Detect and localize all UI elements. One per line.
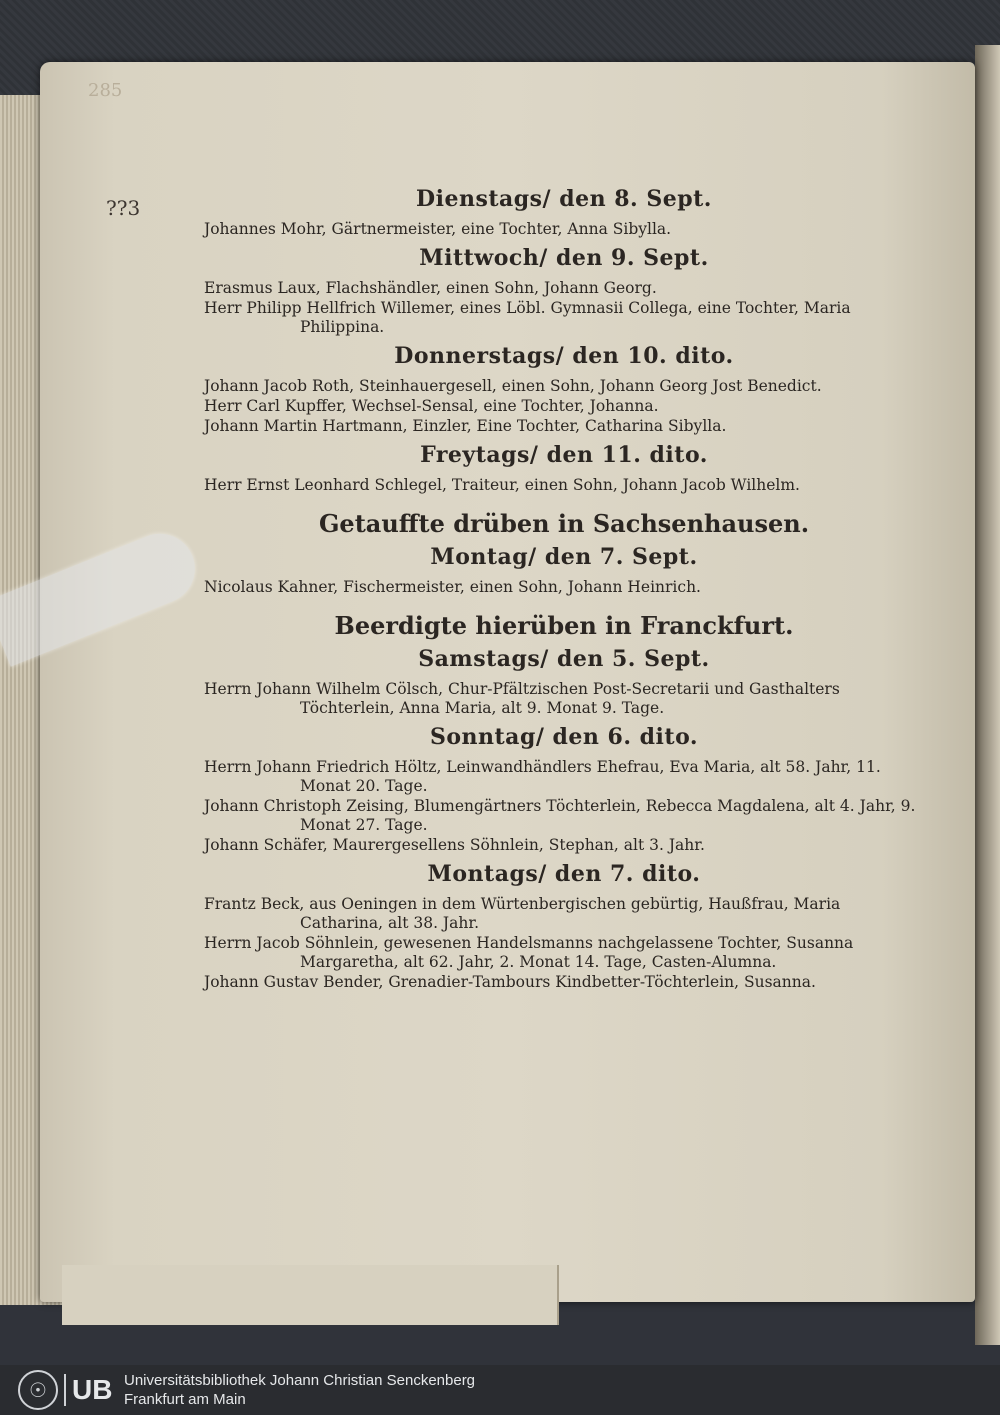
date-heading: Freytags/ den 11. dito. [420,442,708,468]
register-entry: Johannes Mohr, Gärtnermeister, eine Tochter, Anna Sibylla. [204,220,672,238]
institution-line-1: Universitätsbibliothek Johann Christian Senckenberg [124,1372,476,1389]
register-entry: Herrn Johann Friedrich Höltz, Leinwandhändlers Ehefrau, Eva Maria, alt 58. Jahr, 11. Monat 20. Tage. [204,758,881,795]
register-entry: Herrn Johann Wilhelm Cölsch, Chur-Pfältzischen Post-Secretarii und Gasthalters Töchterlein, Anna Maria, alt 9. Monat 9. Tage. [204,680,840,717]
register-entry: Herr Ernst Leonhard Schlegel, Traiteur, einen Sohn, Johann Jacob Wilhelm. [204,476,800,494]
logo-text: UB [64,1374,112,1406]
page-tab [62,1265,559,1325]
date-heading: Sonntag/ den 6. dito. [429,724,699,750]
register-entry: Frantz Beck, aus Oeningen in dem Würtenbergischen gebürtig, Haußfrau, Maria Catharina, alt 38. Jahr. [204,895,841,932]
date-heading: Montag/ den 7. Sept. [430,544,698,570]
register-entry: Johann Gustav Bender, Grenadier-Tambours Kindbetter-Töchterlein, Susanna. [204,973,816,991]
margin-note: ??3 [106,196,141,220]
adjacent-page [975,45,1000,1345]
date-heading: Dienstags/ den 8. Sept. [416,186,712,212]
register-text [204,180,924,993]
register-entry: Johann Martin Hartmann, Einzler, Eine Tochter, Catharina Sibylla. [204,417,727,435]
register-entry: Johann Jacob Roth, Steinhauergesell, einen Sohn, Johann Georg Jost Benedict. [204,377,822,395]
section-title: Beerdigte hierüben in Franckfurt. [334,611,794,640]
date-heading: Samstags/ den 5. Sept. [418,646,710,672]
library-logo [18,1370,114,1410]
institution-line-2: Frankfurt am Main [124,1391,246,1408]
register-entry: Herr Philipp Hellfrich Willemer, eines Löbl. Gymnasii Collega, eine Tochter, Maria Philippina. [204,299,851,336]
register-entry: Erasmus Laux, Flachshändler, einen Sohn, Johann Georg. [204,279,657,297]
register-entry: Herr Carl Kupffer, Wechsel-Sensal, eine Tochter, Johanna. [204,397,659,415]
page-number: 285 [88,80,123,101]
section-title: Getauffte drüben in Sachsenhausen. [318,509,810,538]
date-heading: Montags/ den 7. dito. [427,861,701,887]
register-entry: Johann Christoph Zeising, Blumengärtners Töchterlein, Rebecca Magdalena, alt 4. Jahr, 9. Monat 27. Tage. [204,797,916,834]
seal-icon: ☉ [18,1370,58,1410]
date-heading: Donnerstags/ den 10. dito. [394,343,734,369]
institution-name [124,1371,475,1409]
register-entry: Johann Schäfer, Maurergesellens Söhnlein, Stephan, alt 3. Jahr. [204,836,705,854]
register-entry: Nicolaus Kahner, Fischermeister, einen Sohn, Johann Heinrich. [204,578,701,596]
date-heading: Mittwoch/ den 9. Sept. [419,245,709,271]
register-entry: Herrn Jacob Söhnlein, gewesenen Handelsmanns nachgelassene Tochter, Susanna Margaretha, alt 62. Jahr, 2. Monat 14. Tage, Casten-Alumna. [204,934,854,971]
